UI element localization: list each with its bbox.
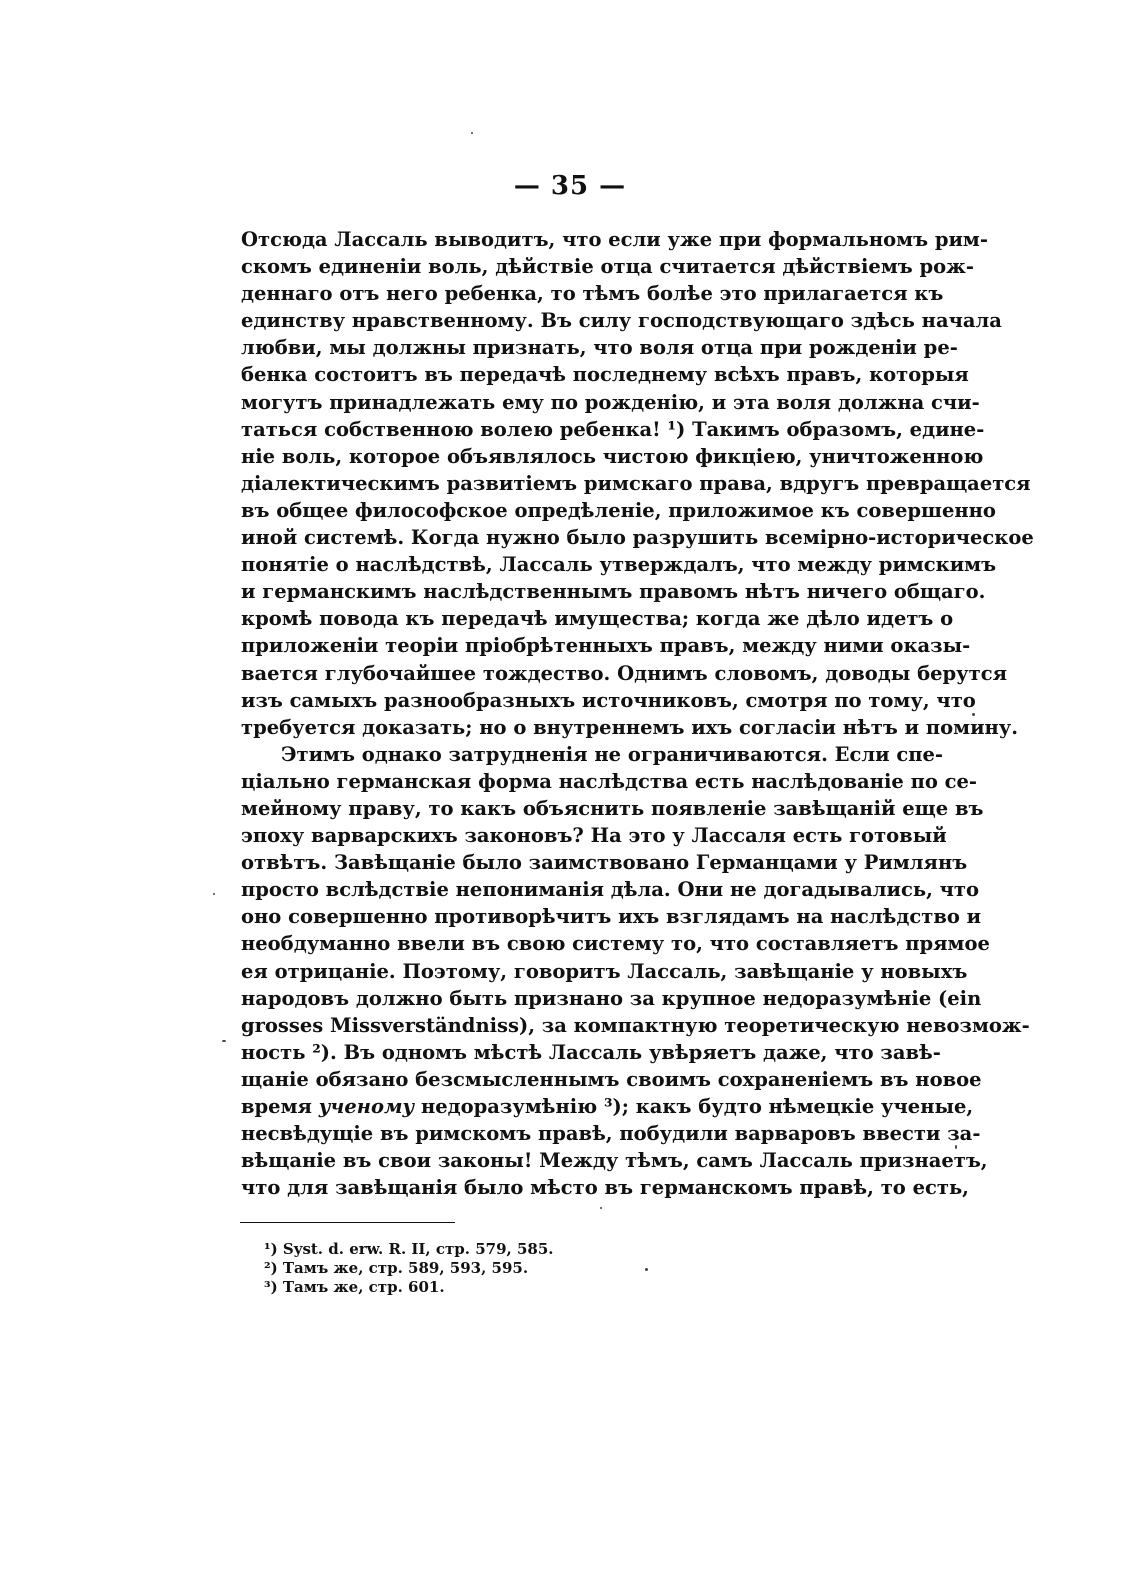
page-number: — 35 — (513, 171, 627, 201)
paragraph-2 (241, 741, 1030, 1202)
text-line: вѣщанiе въ свои законы! Между тѣмъ, самъ Лассаль признаетъ, (241, 1149, 988, 1173)
text-line: деннаго отъ него ребенка, то тѣмъ болѣе это прилагается къ (241, 282, 944, 306)
footnotes (264, 1240, 554, 1297)
italic-word: ученому (318, 1095, 415, 1118)
text-line: Отсюда Лассаль выводитъ, что если уже при формальномъ рим- (241, 228, 988, 251)
text-line: единству нравственному. Въ силу господствующаго здѣсь начала (241, 309, 1002, 333)
text-line: grosses Missverständniss), за компактную теоретическую невозмож- (241, 1013, 1030, 1037)
text-line: необдуманно ввели въ свою систему то, что составляетъ прямое (241, 932, 990, 956)
text-line: несвѣдущiе въ римскомъ правѣ, побудили варваровъ ввести за- (241, 1122, 981, 1146)
footnote: ¹) Syst. d. erw. R. II, стр. 579, 585. (264, 1240, 554, 1258)
text-line: и германскимъ наслѣдственнымъ правомъ нѣтъ ничего общаго. (241, 580, 986, 604)
scan-speck (600, 1207, 602, 1209)
text-line: вается глубочайшее тождество. Однимъ словомъ, доводы берутся (241, 661, 1007, 685)
text-line: ность ²). Въ одномъ мѣстѣ Лассаль увѣряетъ даже, что завѣ- (241, 1040, 941, 1064)
text-line: цiально германская форма наслѣдства есть наслѣдованiе по се- (241, 769, 978, 793)
text-line: приложенiи теорiи прiобрѣтенныхъ правъ, между ними оказы- (241, 634, 971, 658)
text-line: народовъ должно быть признано за крупное недоразумѣнiе (ein (241, 986, 982, 1010)
scan-speck (471, 132, 473, 134)
text-line: отвѣтъ. Завѣщанiе было заимствовано Германцами у Римлянъ (241, 851, 968, 875)
scan-speck (645, 1268, 648, 1271)
text-line: требуется доказать; но о внутреннемъ ихъ согласiи нѣтъ и помину. (241, 715, 1019, 739)
text-line: понятiе о наслѣдствѣ, Лассаль утверждалъ, что между римскимъ (241, 553, 997, 577)
text-line: изъ самыхъ разнообразныхъ источниковъ, смотря по тому, что (241, 688, 976, 712)
text-run: время (241, 1095, 319, 1118)
text-line: что для завѣщанiя было мѣсто въ германскомъ правѣ, то есть, (241, 1176, 969, 1200)
scan-speck (955, 1145, 957, 1149)
scan-speck (972, 713, 975, 716)
text-line: ея отрицанiе. Поэтому, говоритъ Лассаль, завѣщанiе у новыхъ (241, 959, 968, 983)
paragraph-1 (241, 226, 1034, 741)
scan-speck (222, 1040, 226, 1042)
text-line: просто вслѣдствiе непониманiя дѣла. Они не догадывались, что (241, 878, 980, 902)
text-run: недоразумѣнiю ³); какъ будто нѣмецкiе ученые, (414, 1095, 974, 1118)
text-line: нiе воль, которое объявлялось чистою фикцiею, уничтоженною (241, 444, 984, 468)
text-line: дiалектическимъ развитiемъ римскаго права, вдругъ превращается (241, 471, 1031, 495)
text-line: Этимъ однако затрудненiя не ограничиваются. Если спе- (281, 742, 944, 766)
text-line: бенка состоитъ въ передачѣ последнему всѣхъ правъ, которыя (241, 363, 969, 387)
text-line: въ общее философское опредѣленiе, приложимое къ совершенно (241, 498, 996, 522)
footnote-rule (240, 1222, 455, 1223)
footnote: ³) Тамъ же, стр. 601. (264, 1278, 445, 1296)
text-line: любви, мы должны признать, что воля отца при рожденiи ре- (241, 336, 958, 360)
text-line: оно совершенно противорѣчитъ ихъ взглядамъ на наслѣдство и (241, 905, 982, 929)
text-line: эпоху варварскихъ законовъ? На это у Лассаля есть готовый (241, 824, 947, 848)
text-line: могутъ принадлежать ему по рожденiю, и эта воля должна счи- (241, 390, 980, 414)
footnote: ²) Тамъ же, стр. 589, 593, 595. (264, 1259, 529, 1277)
scan-speck (213, 893, 215, 895)
text-line: щанiе обязано безсмысленнымъ своимъ сохраненiемъ въ новое (241, 1067, 982, 1091)
text-line: кромѣ повода къ передачѣ имущества; когда же дѣло идетъ о (241, 607, 954, 631)
body-text (241, 226, 1034, 1201)
text-line (241, 1093, 974, 1120)
text-line: таться собственною волею ребенка! ¹) Такимъ образомъ, едине- (241, 417, 985, 441)
text-line: иной системѣ. Когда нужно было разрушить всемiрно-историческое (241, 526, 1034, 550)
text-line: мейному праву, то какъ объяснить появленiе завѣщанiй еще въ (241, 796, 984, 820)
text-line: скомъ единенiи воль, дѣйствiе отца считается дѣйствiемъ рож- (241, 255, 974, 279)
